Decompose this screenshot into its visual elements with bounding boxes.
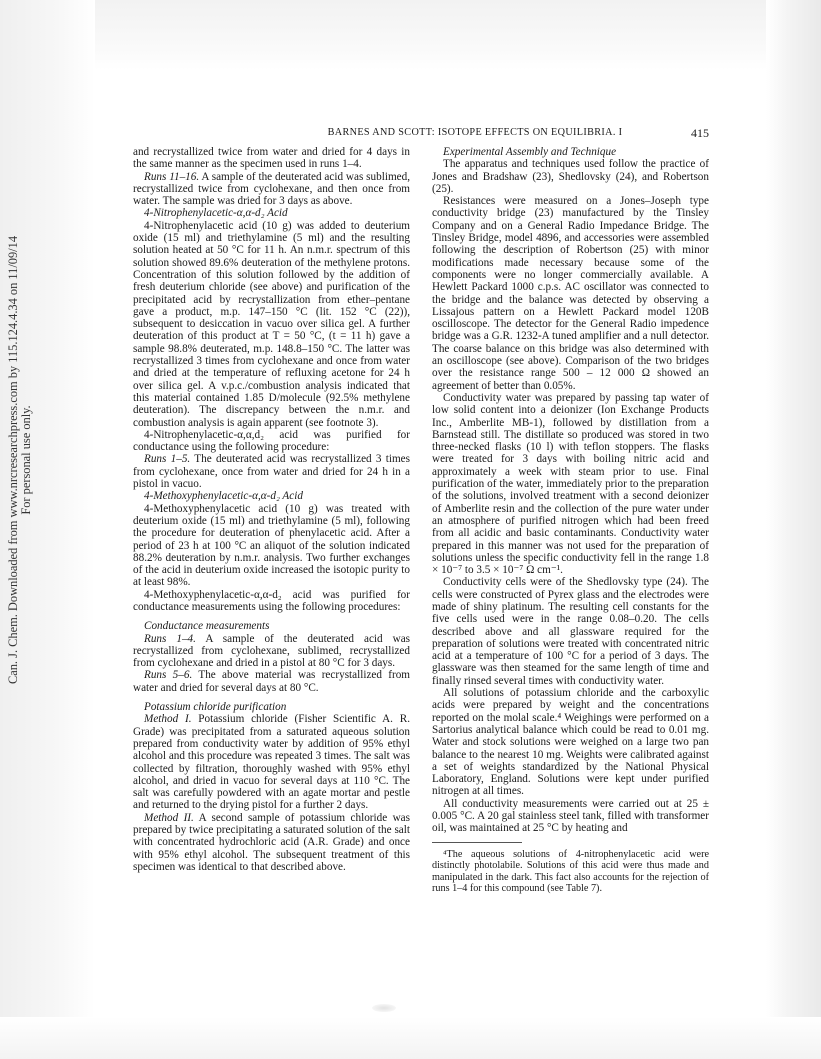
running-head: BARNES AND SCOTT: ISOTOPE EFFECTS ON EQUILIBRIA. I bbox=[327, 127, 623, 138]
paragraph: Conductivity cells were of the Shedlovsky type (24). The cells were constructed of Pyrex glass and the electrodes were made of shiny platinum. The resulting cell constants for the five cells used were in the range 0.08–0.20. The cells described above and all glassware required for the preparation of solutions were treated with concentrated nitric acid at a temperature of 100 °C for a period of 3 days. The glassware was then steamed for the same length of time and finally rinsed several times with conductivity water. bbox=[432, 576, 709, 687]
paragraph-lead: Method I. bbox=[144, 713, 192, 726]
paragraph bbox=[133, 713, 410, 811]
paragraph: 4-Nitrophenylacetic acid (10 g) was added to deuterium oxide (15 ml) and triethylamine (5 ml) and the resulting solution heated at 50 °C for 11 h. An n.m.r. spectrum of this solution showed 89.6% deuteration of the methylene protons. Concentration of this solution followed by the addition of fresh deuterium chloride (see above) and purification of the precipitated acid by recrystallization from ether–pentane gave a product, m.p. 147–150 °C (lit. 152 °C (22)), subsequent to desiccation in vacuo over silica gel. A further deuteration of this product at T = 50 °C, (t = 11 h) gave a sample 98.8% deuterated, m.p. 148.8–150 °C. The latter was recrystallized 3 times from cyclohexane and once from water and dried at the temperature of refluxing acetone for 24 h over silica gel. A v.p.c./combustion analysis indicated that this material contained 1.85 D/molecule (92.5% methylene deuteration). The discrepancy between the n.m.r. and combustion analysis is again apparent (see footnote 3). bbox=[133, 219, 410, 429]
scan-shadow-top bbox=[0, 0, 821, 70]
paragraph: All solutions of potassium chloride and the carboxylic acids were prepared by weight and the concentrations reported on the molal scale.⁴ Weighings were performed on a Sartorius analytical balance which could be read to 0.01 mg. Water and stock solutions were weighed on a large two pan balance to the nearest 10 mg. Weights were calibrated against a set of weights standardized by the National Physical Laboratory, England. Solutions were kept under purified nitrogen at all times. bbox=[432, 687, 709, 798]
scan-shadow-right bbox=[766, 0, 821, 1059]
paragraph-text: Potassium chloride (Fisher Scientific A. R. Grade) was precipitated from a saturated aqueous solution prepared from conductivity water by addition of 95% ethyl alcohol and this procedure was repeated 3 times. The salt was collected by filtration, thoroughly washed with 95% ethyl alcohol, and dried in vacuo for several days at 110 °C. The salt was carefully powdered with an agate mortar and pestle and returned to the drying pistol for a further 2 days. bbox=[133, 713, 410, 812]
section-heading: Conductance measurements bbox=[144, 620, 270, 633]
paragraph-text: A second sample of potassium chloride was prepared by twice precipitating a saturated solution of the salt with concentrated hydrochloric acid (A.R. Grade) and once with 95% ethyl alcohol. The subsequent treatment of this specimen was identical to that described above. bbox=[133, 811, 410, 873]
left-column bbox=[133, 146, 410, 873]
paragraph bbox=[133, 171, 410, 208]
paragraph bbox=[133, 669, 410, 694]
watermark-line-2: For personal use only. bbox=[19, 405, 33, 515]
paragraph-text: A sample of the deuterated acid was recrystallized from cyclohexane, sublimed, recrystallized from cyclohexane and dried in a pistol at 80 °C for 3 days. bbox=[133, 632, 411, 670]
paragraph-lead: Runs 11–16. bbox=[144, 170, 200, 183]
right-column bbox=[432, 146, 709, 895]
paragraph-lead: Runs 1–5. bbox=[144, 453, 191, 466]
paragraph-lead: Runs 1–4. bbox=[144, 632, 196, 645]
page-number: 415 bbox=[691, 126, 709, 140]
paragraph: and recrystallized twice from water and dried for 4 days in the same manner as the specimen used in runs 1–4. bbox=[133, 146, 410, 171]
scan-smudge bbox=[372, 1004, 396, 1012]
paragraph: 4-Methoxyphenylacetic-α,α-d₂ acid was purified for conductance measurements using the following procedures: bbox=[133, 588, 410, 613]
paragraph: 4-Nitrophenylacetic-α,α,d₂ acid was purified for conductance using the following procedure: bbox=[133, 428, 410, 454]
paragraph-text: The deuterated acid was recrystallized 3 times from cyclohexane, once from water and dried for 24 h in a pistol in vacuo. bbox=[133, 453, 410, 491]
watermark-line-1: Can. J. Chem. Downloaded from www.nrcresearchpress.com by 115.124.4.34 on 11/09/14 bbox=[6, 235, 20, 685]
footnote: ⁴The aqueous solutions of 4-nitrophenylacetic acid were distinctly photolabile. Solutions of this acid were thus made and manipulated in the dark. This fact also accounts for the rejection of runs 1–4 for this compound (see Table 7). bbox=[432, 848, 709, 895]
section-heading: 4-Methoxyphenylacetic-α,α-d₂ Acid bbox=[144, 490, 303, 503]
paragraph-lead: Runs 5–6. bbox=[144, 669, 193, 682]
paragraph bbox=[133, 453, 410, 490]
scan-shadow-bottom bbox=[0, 1017, 821, 1059]
paragraph-lead: Method II. bbox=[144, 811, 194, 824]
section-heading: Experimental Assembly and Technique bbox=[443, 146, 617, 158]
paragraph-text: The above material was recrystallized from water and dried for several days at 80 °C. bbox=[133, 669, 411, 694]
section-heading: 4-Nitrophenylacetic-α,α-d₂ Acid bbox=[144, 207, 288, 220]
paragraph: 4-Methoxyphenylacetic acid (10 g) was treated with deuterium oxide (15 ml) and triethylamine (5 ml), following the procedure for deuteration of phenylacetic acid. After a period of 23 h at 100 °C an aliquot of the solution indicated 88.2% deuteration by n.m.r. analysis. Two further exchanges of the acid in deuterium oxide increased the isotopic purity to at least 98%. bbox=[133, 502, 410, 589]
paragraph: Resistances were measured on a Jones–Joseph type conductivity bridge (23) manufactured by the Tinsley Company and on a General Radio Impedance Bridge. The Tinsley Bridge, model 4896, and accessories were assembled following the description of Robertson (25) with minor modifications made necessary because some of the components were no longer commercially available. A Hewlett Packard 1000 c.p.s. AC oscillator was connected to the bridge and the balance was detected by observing a Lissajous pattern on a Hewlett Packard model 120B oscilloscope. The detector for the General Radio impedence bridge was a G.R. 1232-A tuned amplifier and a null detector. The coarse balance on this bridge was also determined with an oscilloscope (see above). Comparison of the two bridges over the resistance range 500 – 12 000 Ω showed an agreement of better than 0.05%. bbox=[432, 195, 709, 392]
paragraph bbox=[133, 633, 410, 670]
page-header bbox=[133, 127, 709, 143]
footnote-divider bbox=[432, 842, 522, 843]
paragraph bbox=[133, 812, 410, 873]
paragraph: The apparatus and techniques used follow the practice of Jones and Bradshaw (23), Shedlovsky (24), and Robertson (25). bbox=[432, 158, 709, 195]
paragraph: Conductivity water was prepared by passing tap water of low solid content into a deionizer (Ion Exchange Products Inc., Amberlite MB-1), followed by distillation from a Barnstead still. The distillate so produced was stored in two three-necked flasks (10 l) with teflon stoppers. The flasks were treated for 3 days with boiling nitric acid and approximately a week with steam prior to use. Final purification of the water, immediately prior to the preparation of the solutions, involved treatment with a second deionizer of Amberlite resin and the collection of the pure water under an atmosphere of purified nitrogen which had been freed from all acidic and basic contaminants. Conductivity water prepared in this manner was not used for the preparation of solutions unless the specific conductivity fell in the range 1.8 × 10⁻⁷ to 3.5 × 10⁻⁷ Ω cm⁻¹. bbox=[432, 391, 709, 577]
paragraph-text: A sample of the deuterated acid was sublimed, recrystallized twice from cyclohexane, and then once from water. The sample was dried for 3 days as above. bbox=[133, 170, 410, 208]
download-watermark bbox=[3, 200, 43, 720]
paragraph: All conductivity measurements were carried out at 25 ± 0.005 °C. A 20 gal stainless steel tank, filled with transformer oil, was maintained at 25 °C by heating and bbox=[432, 797, 709, 835]
section-heading: Potassium chloride purification bbox=[144, 701, 287, 714]
